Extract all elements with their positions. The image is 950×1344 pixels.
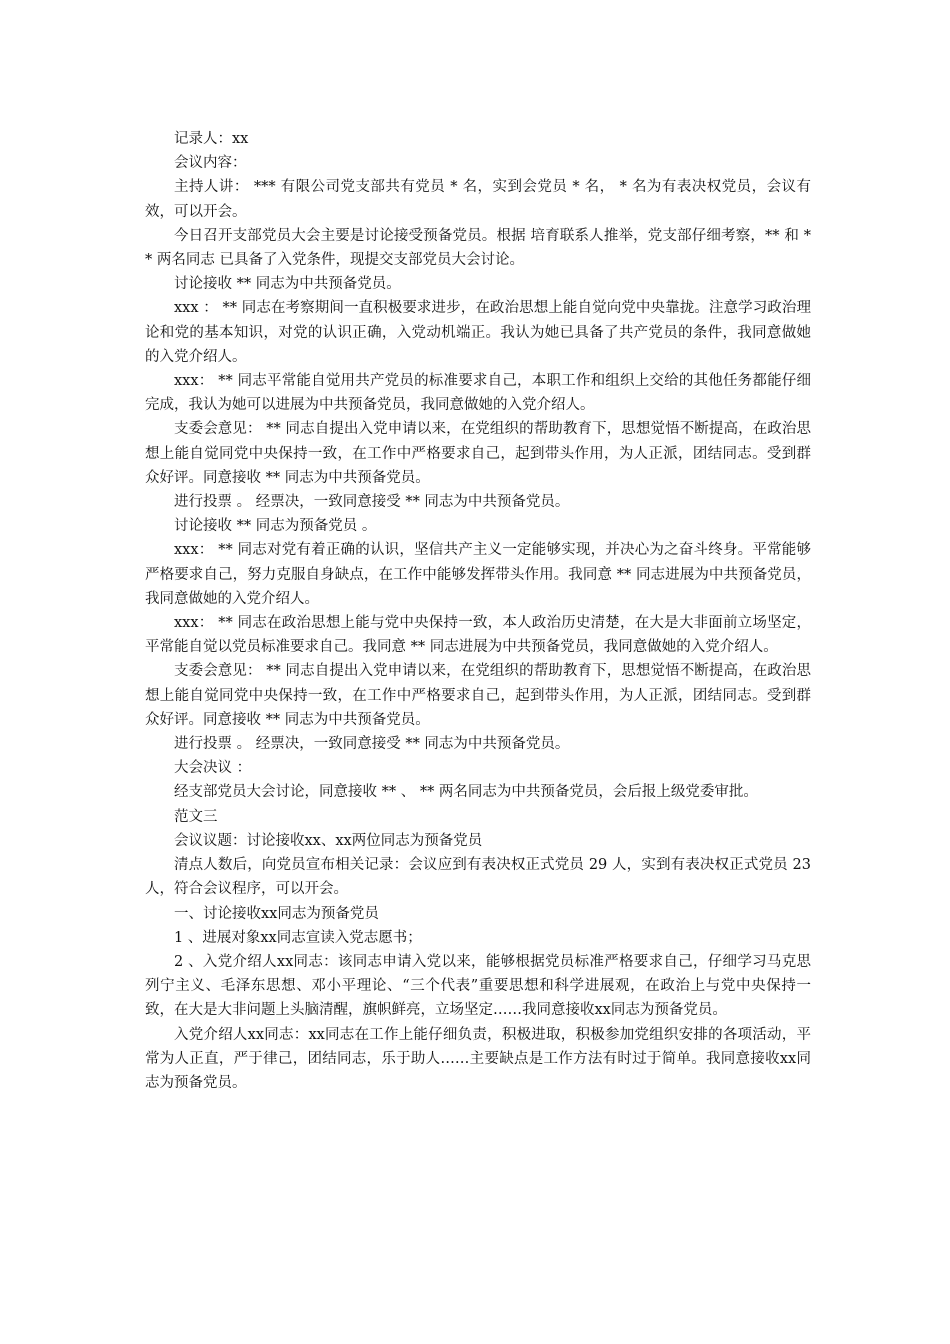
meeting-topic-line: 会议议题：讨论接收xx、xx两位同志为预备党员	[174, 832, 483, 849]
introducer-opinion-paragraph: xxx： ** 同志在政治思想上能与党中央保持一致，本人政治历史清楚，在大是大非面前立场坚定，平常能自觉以党员标准要求自己。我同意 ** 同志进展为中共预备党员，我同意做她的入党介绍人。	[145, 615, 811, 656]
agenda-item-first: 讨论接收 ** 同志为中共预备党员。	[174, 276, 401, 293]
resolution-heading: 大会决议 ：	[174, 760, 252, 777]
meeting-purpose-paragraph: 今日召开支部党员大会主要是讨论接受预备党员。根据 培育联系人推举，党支部仔细考察，** 和 ** 两名同志 已具备了入党条件，现提交支部党员大会讨论。	[145, 227, 811, 269]
introducer-opinion-paragraph: xxx： ** 同志对党有着正确的认识，坚信共产主义一定能够实现，并决心为之奋斗终身。平常能够严格要求自己，努力克服自身缺点，在工作中能够发挥带头作用。我同意 ** 同志进展为中共预备党员，我同意做她的入党介绍人。	[145, 542, 811, 607]
resolution-paragraph: 经支部党员大会讨论，同意接收 ** 、 ** 两名同志为中共预备党员，会后报上级党委审批。	[174, 784, 758, 801]
introducer-opinion-paragraph: 入党介绍人xx同志：xx同志在工作上能仔细负责，积极进取，积极参加党组织安排的各项活动，平常为人正直，严于律己，团结同志，乐于助人……主要缺点是工作方法有时过于简单。我同意接收xx同志为预备党员。	[145, 1026, 811, 1091]
document-body	[145, 127, 811, 1095]
step-one-line: 1 、进展对象xx同志宣读入党志愿书；	[174, 929, 422, 946]
sample-three-heading: 范文三	[174, 808, 218, 825]
step-two-paragraph: 2 、入党介绍人xx同志：该同志申请入党以来，能够根据党员标准严格要求自己，仔细学习马克思列宁主义、毛泽东思想、邓小平理论、“三个代表”重要思想和科学进展观，在政治上与党中央保持一致，在大是大非问题上头脑清醒，旗帜鲜亮，立场坚定……我同意接收xx同志为预备党员。	[145, 953, 811, 1019]
branch-committee-opinion-paragraph: 支委会意见： ** 同志自提出入党申请以来，在党组织的帮助教育下，思想觉悟不断提高，在政治思想上能自觉同党中央保持一致，在工作中严格要求自己，起到带头作用，为人正派，团结同志。受到群众好评。同意接收 ** 同志为中共预备党员。	[145, 663, 811, 728]
agenda-item-second: 讨论接收 ** 同志为预备党员 。	[174, 518, 377, 535]
introducer-opinion-paragraph: xxx ： ** 同志在考察期间一直积极要求进步，在政治思想上能自觉向党中央靠拢。注意学习政治理论和党的基本知识，对党的认识正确，入党动机端正。我认为她已具备了共产党员的条件，我同意做她的入党介绍人。	[145, 300, 811, 365]
recorder-line: 记录人：xx	[174, 131, 249, 147]
branch-committee-opinion-paragraph: 支委会意见： ** 同志自提出入党申请以来，在党组织的帮助教育下，思想觉悟不断提高，在政治思想上能自觉同党中央保持一致，在工作中严格要求自己，起到带头作用，为人正派，团结同志。受到群众好评。同意接收 ** 同志为中共预备党员。	[145, 421, 811, 486]
voting-result-paragraph: 进行投票 。 经票决，一致同意接受 ** 同志为中共预备党员。	[174, 736, 570, 753]
voting-result-paragraph: 进行投票 。 经票决，一致同意接受 ** 同志为中共预备党员。	[174, 494, 570, 511]
introducer-opinion-paragraph: xxx： ** 同志平常能自觉用共产党员的标准要求自己，本职工作和组织上交给的其他任务都能仔细完成，我认为她可以进展为中共预备党员，我同意做她的入党介绍人。	[145, 373, 811, 414]
meeting-content-heading: 会议内容：	[174, 155, 247, 172]
host-speech-paragraph: 主持人讲： *** 有限公司党支部共有党员 * 名，实到会党员 * 名， * 名为有表决权党员，会议有效，可以开会。	[145, 179, 811, 220]
attendance-paragraph: 清点人数后，向党员宣布相关记录：会议应到有表决权正式党员 29 人，实到有表决权正式党员 23 人，符合会议程序，可以开会。	[145, 857, 811, 898]
section-heading-one: 一、讨论接收xx同志为预备党员	[174, 905, 379, 922]
